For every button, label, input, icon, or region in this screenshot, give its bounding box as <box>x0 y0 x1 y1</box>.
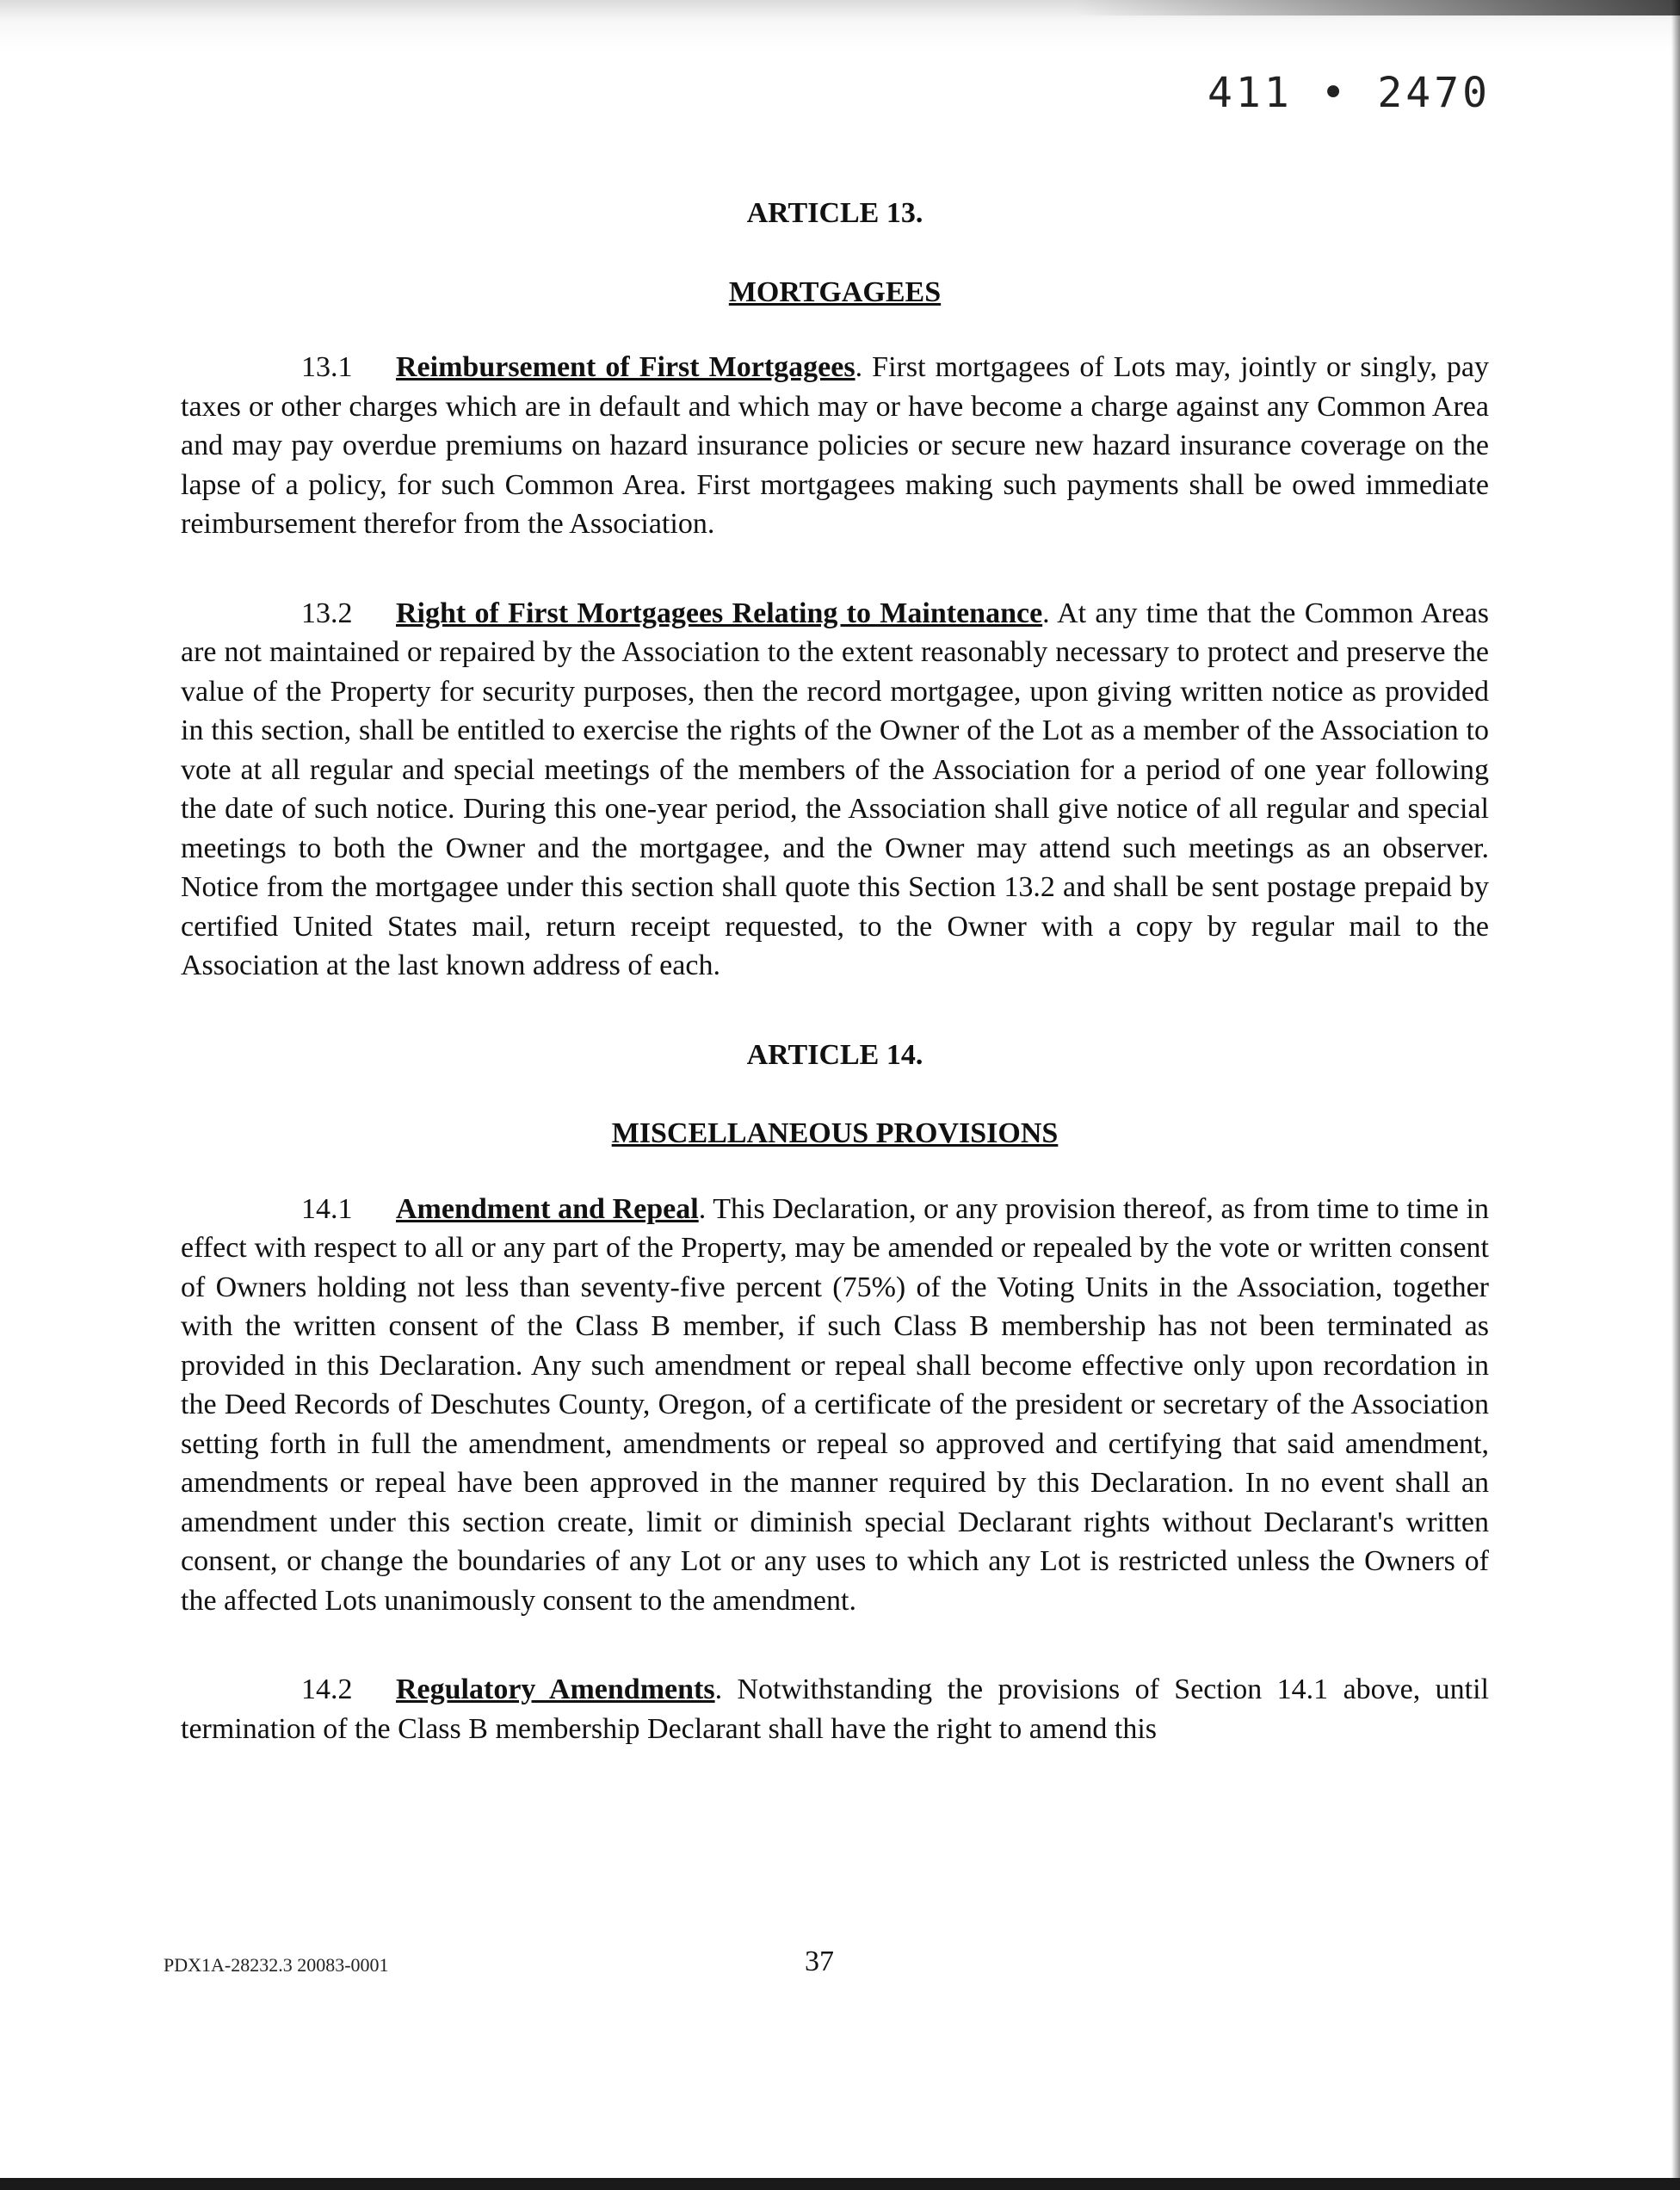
scan-artifact-right-edge <box>1671 0 1680 2190</box>
document-code: PDX1A-28232.3 20083-0001 <box>164 1954 389 1976</box>
section-number: 13.2 <box>301 597 353 629</box>
section-title: Amendment and Repeal <box>396 1192 699 1225</box>
section-title: Regulatory Amendments <box>396 1673 715 1705</box>
section-14-2 <box>181 1670 1489 1748</box>
recording-stamp: 411 • 2470 <box>1208 69 1491 117</box>
section-title: Right of First Mortgagees Relating to Maintenance <box>396 597 1043 629</box>
section-text: . Notwithstanding the provisions of Section 14.1 above, until termination of the Class B membership Declarant shall have the right to amend this <box>181 1673 1490 1745</box>
document-body <box>181 194 1489 1748</box>
section-text: . At any time that the Common Areas are not maintained or repaired by the Association to the extent reasonably necessary to protect and preserve the value of the Property for security purposes, then the record mortgagee, upon giving written notice as provided in this section, shall be entitled to exercise the rights of the Owner of the Lot as a member of the Association to vote at all regular and special meetings of the members of the Association for a period of one year following the date of such notice. During this one-year period, the Association shall give notice of all regular and special meetings to both the Owner and the mortgagee, and the Owner may attend such meetings as an observer. Notice from the mortgagee under this section shall quote this Section 13.2 and shall be sent postage prepaid by certified United States mail, return receipt requested, to the Owner with a copy by regular mail to the Association at the last known address of each. <box>181 597 1489 981</box>
scan-artifact-top-right <box>1078 0 1680 15</box>
page-number: 37 <box>805 1946 834 1977</box>
section-number: 14.2 <box>301 1673 353 1705</box>
section-number: 14.1 <box>301 1192 353 1225</box>
section-13-1 <box>181 348 1489 544</box>
article-14-title: ARTICLE 14. <box>746 1038 923 1071</box>
section-text: . First mortgagees of Lots may, jointly or singly, pay taxes or other charges which are in default and which may or have become a charge against any Common Area and may pay overdue premiums on hazard insurance policies or secure new hazard insurance coverage on the lapse of a policy, for such Common Area. First mortgagees making such payments shall be owed immediate reimbursement therefor from the Association. <box>181 351 1489 540</box>
section-14-1 <box>181 1190 1489 1621</box>
scan-artifact-bottom-edge <box>0 2178 1680 2190</box>
article-13-title: ARTICLE 13. <box>746 197 923 229</box>
section-text: . This Declaration, or any provision thereof, as from time to time in effect with respect to all or any part of the Property, may be amended or repealed by the vote or written consent of Owners holding not less than seventy-five percent (75%) of the Voting Units in the Association, together with the written consent of the Class B member, if such Class B membership has not been terminated as provided in this Declaration. Any such amendment or repeal shall become effective only upon recordation in the Deed Records of Deschutes County, Oregon, of a certificate of the president or secretary of the Association setting forth in full the amendment, amendments or repeal so approved and certifying that said amendment, amendments or repeal have been approved in the manner required by this Declaration. In no event shall an amendment under this section create, limit or diminish special Declarant rights without Declarant's written consent, or change the boundaries of any Lot or any uses to which any Lot is restricted unless the Owners of the affected Lots unanimously consent to the amendment. <box>181 1192 1489 1617</box>
section-number: 13.1 <box>301 351 353 383</box>
article-13-subtitle: MORTGAGEES <box>728 275 942 308</box>
section-13-2 <box>181 594 1489 986</box>
article-14-subtitle: MISCELLANEOUS PROVISIONS <box>611 1117 1059 1149</box>
section-title: Reimbursement of First Mortgagees <box>396 351 855 383</box>
